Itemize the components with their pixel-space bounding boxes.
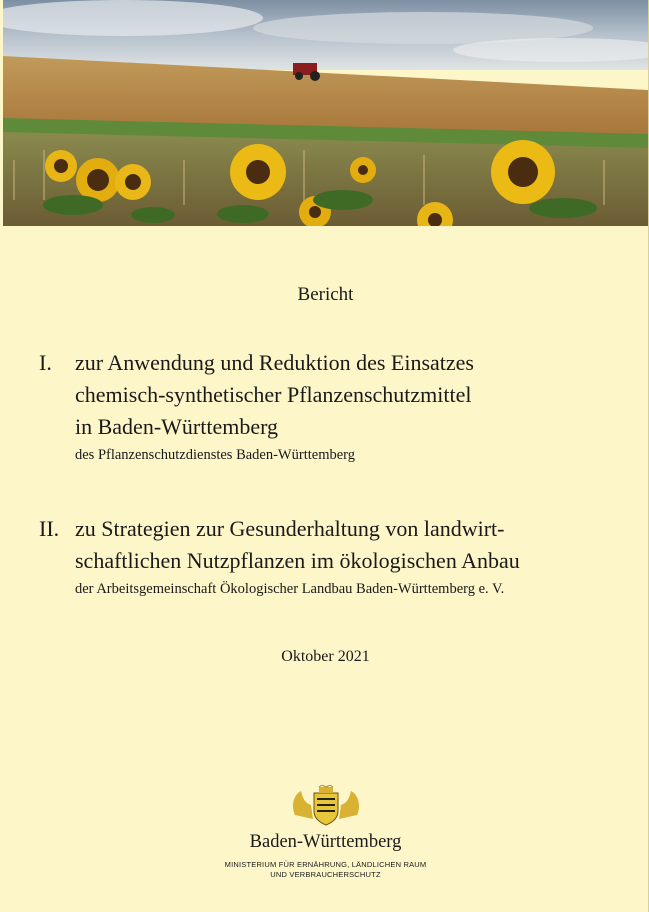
heading-line: chemisch-synthetischer Pflanzenschutzmittel — [75, 382, 472, 407]
section-subtitle: der Arbeitsgemeinschaft Ökologischer Landbau Baden-Württemberg e. V. — [75, 581, 505, 597]
ministry-line: UND VERBRAUCHERSCHUTZ — [270, 870, 381, 879]
state-coat-of-arms-icon — [289, 785, 363, 827]
section-heading — [75, 513, 639, 577]
cover-photo-sunflower-field — [3, 0, 648, 226]
heading-line: zur Anwendung und Reduktion des Einsatzes — [75, 350, 474, 375]
section-one — [39, 347, 639, 465]
state-logo — [3, 785, 648, 832]
section-numeral: II. — [39, 516, 60, 541]
heading-line: in Baden-Württemberg — [75, 414, 279, 439]
state-name: Baden-Württemberg — [249, 832, 402, 852]
ministry-line: MINISTERIUM FÜR ERNÄHRUNG, LÄNDLICHEN RAUM — [224, 860, 427, 869]
ministry-name — [3, 860, 648, 880]
heading-line: schaftlichen Nutzpflanzen im ökologischen Anbau — [75, 548, 520, 573]
report-label: Bericht — [297, 284, 354, 305]
publication-date: Oktober 2021 — [281, 648, 370, 665]
section-subtitle: des Pflanzenschutzdienstes Baden-Württemberg — [75, 447, 355, 463]
section-two — [39, 513, 639, 599]
section-heading — [75, 347, 639, 443]
heading-line: zu Strategien zur Gesunderhaltung von landwirt- — [75, 516, 505, 541]
section-numeral: I. — [39, 350, 52, 375]
document-page — [3, 0, 649, 912]
